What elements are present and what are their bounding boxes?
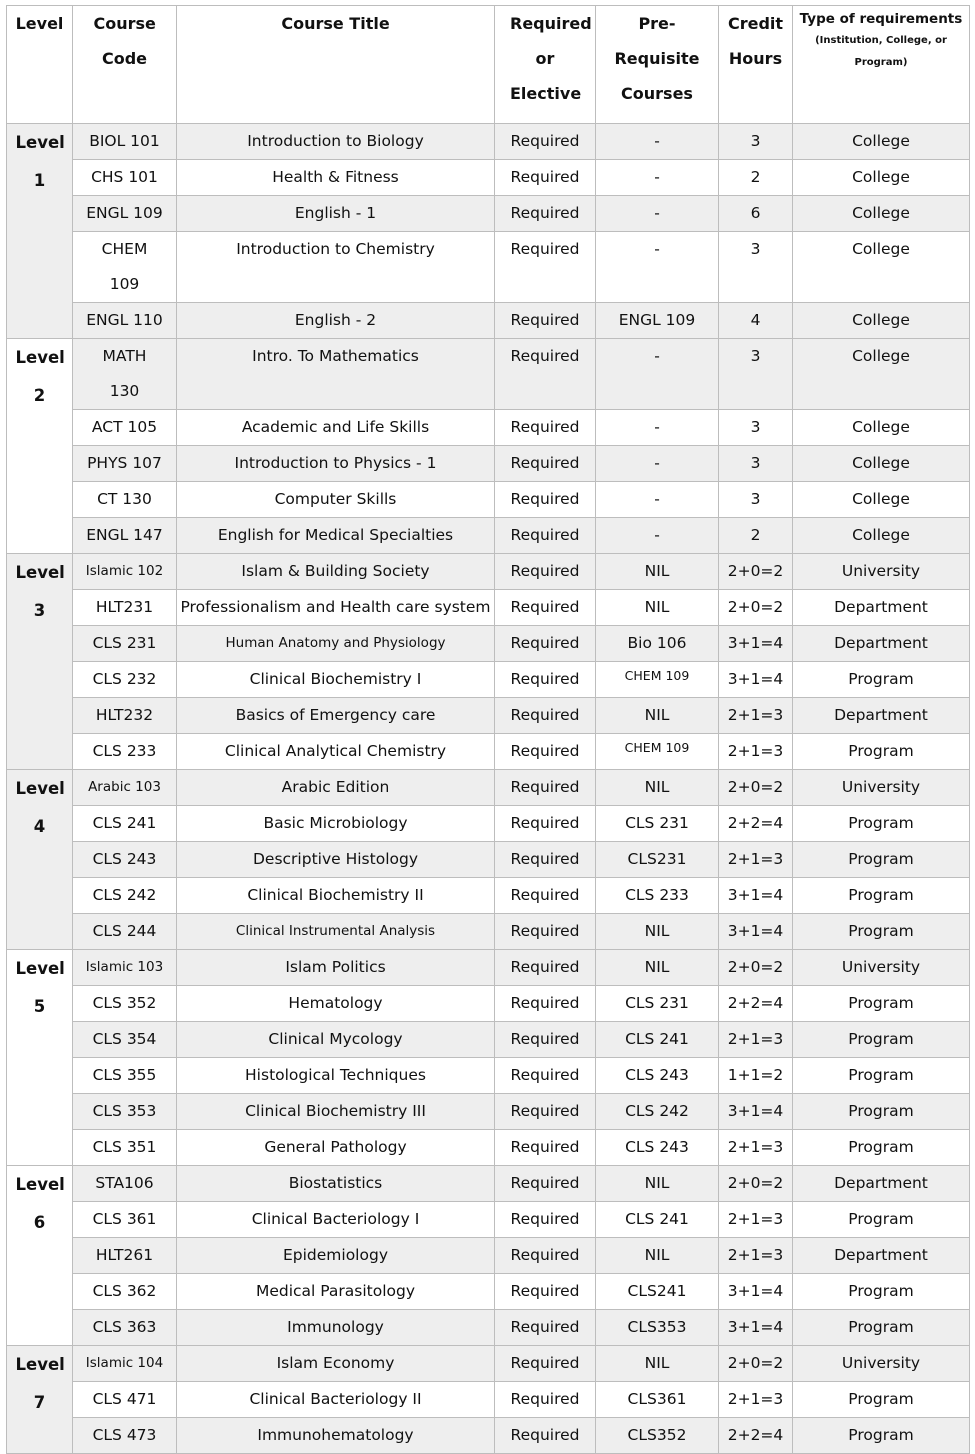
required-cell: Required (495, 734, 596, 770)
required-cell: Required (495, 518, 596, 554)
course-title-cell: English - 2 (177, 303, 495, 339)
course-title-cell: Introduction to Biology (177, 124, 495, 160)
course-code-cell: CLS 353 (73, 1094, 177, 1130)
prerequisite-cell: CHEM 109 (596, 662, 719, 698)
requirement-type-cell: Program (793, 914, 970, 950)
course-title-cell: Academic and Life Skills (177, 410, 495, 446)
requirement-type-cell: University (793, 554, 970, 590)
credit-hours-cell: 3+1=4 (719, 914, 793, 950)
credit-hours-cell: 2+0=2 (719, 1166, 793, 1202)
requirement-type-cell: College (793, 160, 970, 196)
requirement-type-cell: Department (793, 626, 970, 662)
required-cell: Required (495, 124, 596, 160)
prerequisite-cell: NIL (596, 1166, 719, 1202)
requirement-type-cell: Program (793, 986, 970, 1022)
required-cell: Required (495, 303, 596, 339)
header-requirement-type: Type of requirements (Institution, College, or Program) (793, 6, 970, 124)
prerequisite-cell: - (596, 410, 719, 446)
credit-hours-cell: 6 (719, 196, 793, 232)
credit-hours-cell: 3 (719, 339, 793, 410)
prerequisite-cell: CLS352 (596, 1418, 719, 1454)
course-code-cell: BIOL 101 (73, 124, 177, 160)
course-title-cell: English - 1 (177, 196, 495, 232)
course-title-cell: Health & Fitness (177, 160, 495, 196)
required-cell: Required (495, 590, 596, 626)
course-code-cell: ACT 105 (73, 410, 177, 446)
prerequisite-cell: CLS 231 (596, 806, 719, 842)
table-row (7, 914, 970, 950)
course-code-cell: CLS 471 (73, 1382, 177, 1418)
required-cell: Required (495, 1166, 596, 1202)
course-title-cell: Human Anatomy and Physiology (177, 626, 495, 662)
header-row (7, 6, 970, 124)
course-title-cell: Professionalism and Health care system (177, 590, 495, 626)
requirement-type-cell: Program (793, 1310, 970, 1346)
requirement-type-cell: Program (793, 734, 970, 770)
prerequisite-cell: CLS231 (596, 842, 719, 878)
header-level: Level (7, 6, 73, 124)
credit-hours-cell: 3 (719, 446, 793, 482)
required-cell: Required (495, 554, 596, 590)
course-code-cell: CLS 244 (73, 914, 177, 950)
requirement-type-cell: Program (793, 1202, 970, 1238)
credit-hours-cell: 3+1=4 (719, 626, 793, 662)
header-prerequisite: Pre-Requisite Courses (596, 6, 719, 124)
credit-hours-cell: 3+1=4 (719, 1094, 793, 1130)
credit-hours-cell: 2+0=2 (719, 1346, 793, 1382)
required-cell: Required (495, 160, 596, 196)
credit-hours-cell: 3 (719, 482, 793, 518)
required-cell: Required (495, 1310, 596, 1346)
course-code-cell: CLS 232 (73, 662, 177, 698)
level-label: Level 5 (15, 959, 65, 1016)
course-code-cell: CLS 361 (73, 1202, 177, 1238)
course-title-cell: Islam Politics (177, 950, 495, 986)
credit-hours-cell: 3 (719, 124, 793, 160)
credit-hours-cell: 2+2=4 (719, 1418, 793, 1454)
requirement-type-cell: Program (793, 1382, 970, 1418)
table-row (7, 1418, 970, 1454)
required-cell: Required (495, 1382, 596, 1418)
credit-hours-cell: 2+0=2 (719, 554, 793, 590)
course-code-cell: STA106 (73, 1166, 177, 1202)
level-label: Level 2 (15, 348, 65, 405)
course-code-cell: CLS 354 (73, 1022, 177, 1058)
course-title-cell: Clinical Biochemistry III (177, 1094, 495, 1130)
course-code-cell: CLS 231 (73, 626, 177, 662)
level-label: Level 3 (15, 563, 65, 620)
course-title-cell: Islam Economy (177, 1346, 495, 1382)
level-cell (7, 950, 73, 1166)
table-row (7, 1274, 970, 1310)
course-code-cell: Islamic 104 (73, 1346, 177, 1382)
table-row (7, 160, 970, 196)
prerequisite-cell: NIL (596, 590, 719, 626)
level-label: Level 6 (15, 1175, 65, 1232)
required-cell: Required (495, 1238, 596, 1274)
requirement-type-cell: College (793, 410, 970, 446)
course-title-cell: Clinical Bacteriology II (177, 1382, 495, 1418)
course-title-cell: Clinical Mycology (177, 1022, 495, 1058)
course-code-cell: CLS 473 (73, 1418, 177, 1454)
course-title-cell: Descriptive Histology (177, 842, 495, 878)
credit-hours-cell: 2+0=2 (719, 590, 793, 626)
required-cell: Required (495, 410, 596, 446)
requirement-type-cell: Department (793, 1166, 970, 1202)
requirement-type-cell: College (793, 482, 970, 518)
requirement-type-cell: College (793, 446, 970, 482)
table-row (7, 124, 970, 160)
course-code-cell: Arabic 103 (73, 770, 177, 806)
prerequisite-cell: - (596, 482, 719, 518)
prerequisite-cell: CLS361 (596, 1382, 719, 1418)
prerequisite-cell: ENGL 109 (596, 303, 719, 339)
credit-hours-cell: 2+1=3 (719, 1130, 793, 1166)
requirement-type-cell: Program (793, 1058, 970, 1094)
required-cell: Required (495, 842, 596, 878)
table-row (7, 232, 970, 303)
required-cell: Required (495, 1022, 596, 1058)
table-row (7, 734, 970, 770)
required-cell: Required (495, 878, 596, 914)
required-cell: Required (495, 482, 596, 518)
table-row (7, 590, 970, 626)
table-row (7, 878, 970, 914)
level-label: Level 1 (15, 133, 65, 190)
prerequisite-cell: - (596, 339, 719, 410)
requirement-type-cell: Program (793, 1274, 970, 1310)
requirement-type-cell: Department (793, 698, 970, 734)
credit-hours-cell: 2+1=3 (719, 1382, 793, 1418)
prerequisite-cell: - (596, 518, 719, 554)
prerequisite-cell: NIL (596, 1346, 719, 1382)
table-row (7, 303, 970, 339)
course-code-cell: MATH 130 (73, 339, 177, 410)
prerequisite-cell: CLS 233 (596, 878, 719, 914)
requirement-type-cell: College (793, 303, 970, 339)
credit-hours-cell: 3+1=4 (719, 662, 793, 698)
credit-hours-cell: 3 (719, 410, 793, 446)
course-title-cell: Clinical Biochemistry II (177, 878, 495, 914)
requirement-type-cell: Department (793, 1238, 970, 1274)
course-code-cell: HLT232 (73, 698, 177, 734)
requirement-type-cell: College (793, 232, 970, 303)
course-title-cell: Epidemiology (177, 1238, 495, 1274)
credit-hours-cell: 2+0=2 (719, 950, 793, 986)
prerequisite-cell: - (596, 160, 719, 196)
required-cell: Required (495, 1130, 596, 1166)
required-cell: Required (495, 1418, 596, 1454)
course-code-cell: ENGL 110 (73, 303, 177, 339)
table-row (7, 1202, 970, 1238)
course-code-cell: CLS 363 (73, 1310, 177, 1346)
required-cell: Required (495, 662, 596, 698)
course-code-cell: CLS 233 (73, 734, 177, 770)
required-cell: Required (495, 446, 596, 482)
prerequisite-cell: - (596, 446, 719, 482)
prerequisite-cell: - (596, 232, 719, 303)
required-cell: Required (495, 1346, 596, 1382)
required-cell: Required (495, 339, 596, 410)
course-title-cell: Basics of Emergency care (177, 698, 495, 734)
course-code-cell: CLS 243 (73, 842, 177, 878)
course-code-cell: Islamic 102 (73, 554, 177, 590)
requirement-type-cell: Program (793, 1418, 970, 1454)
requirement-type-cell: College (793, 518, 970, 554)
course-title-cell: Clinical Bacteriology I (177, 1202, 495, 1238)
required-cell: Required (495, 950, 596, 986)
course-code-cell: CLS 352 (73, 986, 177, 1022)
credit-hours-cell: 2+1=3 (719, 1202, 793, 1238)
table-row (7, 1346, 970, 1382)
credit-hours-cell: 2+2=4 (719, 806, 793, 842)
course-title-cell: Hematology (177, 986, 495, 1022)
requirement-type-cell: Program (793, 1130, 970, 1166)
course-title-cell: Introduction to Chemistry (177, 232, 495, 303)
requirement-type-cell: Program (793, 842, 970, 878)
level-cell (7, 124, 73, 339)
table-row (7, 950, 970, 986)
prerequisite-cell: NIL (596, 914, 719, 950)
credit-hours-cell: 3+1=4 (719, 878, 793, 914)
header-course-code: Course Code (73, 6, 177, 124)
table-row (7, 806, 970, 842)
prerequisite-cell: CHEM 109 (596, 734, 719, 770)
required-cell: Required (495, 1202, 596, 1238)
table-row (7, 770, 970, 806)
credit-hours-cell: 3 (719, 232, 793, 303)
credit-hours-cell: 2 (719, 518, 793, 554)
table-row (7, 1382, 970, 1418)
prerequisite-cell: CLS 231 (596, 986, 719, 1022)
required-cell: Required (495, 914, 596, 950)
course-code-cell: ENGL 147 (73, 518, 177, 554)
level-cell (7, 770, 73, 950)
course-code-cell: CT 130 (73, 482, 177, 518)
table-row (7, 1310, 970, 1346)
table-row (7, 1130, 970, 1166)
credit-hours-cell: 2+0=2 (719, 770, 793, 806)
required-cell: Required (495, 1094, 596, 1130)
credit-hours-cell: 1+1=2 (719, 1058, 793, 1094)
required-cell: Required (495, 1058, 596, 1094)
course-title-cell: Medical Parasitology (177, 1274, 495, 1310)
table-row (7, 196, 970, 232)
course-code-cell: CHS 101 (73, 160, 177, 196)
required-cell: Required (495, 1274, 596, 1310)
required-cell: Required (495, 698, 596, 734)
requirement-type-cell: Program (793, 878, 970, 914)
course-title-cell: Biostatistics (177, 1166, 495, 1202)
level-cell (7, 339, 73, 554)
course-code-cell: CHEM 109 (73, 232, 177, 303)
prerequisite-cell: NIL (596, 950, 719, 986)
course-title-cell: Clinical Biochemistry I (177, 662, 495, 698)
course-title-cell: English for Medical Specialties (177, 518, 495, 554)
course-code-cell: CLS 351 (73, 1130, 177, 1166)
credit-hours-cell: 2+1=3 (719, 734, 793, 770)
course-code-cell: CLS 242 (73, 878, 177, 914)
prerequisite-cell: CLS 243 (596, 1130, 719, 1166)
course-title-cell: Clinical Instrumental Analysis (177, 914, 495, 950)
course-title-cell: Clinical Analytical Chemistry (177, 734, 495, 770)
credit-hours-cell: 2 (719, 160, 793, 196)
prerequisite-cell: NIL (596, 770, 719, 806)
requirement-type-cell: University (793, 950, 970, 986)
prerequisite-cell: NIL (596, 698, 719, 734)
table-row (7, 1022, 970, 1058)
required-cell: Required (495, 806, 596, 842)
table-row (7, 986, 970, 1022)
course-title-cell: Immunology (177, 1310, 495, 1346)
prerequisite-cell: CLS 241 (596, 1202, 719, 1238)
credit-hours-cell: 2+1=3 (719, 698, 793, 734)
requirement-type-cell: Program (793, 1094, 970, 1130)
required-cell: Required (495, 770, 596, 806)
course-title-cell: General Pathology (177, 1130, 495, 1166)
table-row (7, 698, 970, 734)
course-title-cell: Immunohematology (177, 1418, 495, 1454)
level-cell (7, 554, 73, 770)
credit-hours-cell: 4 (719, 303, 793, 339)
level-cell (7, 1166, 73, 1346)
requirement-type-cell: College (793, 339, 970, 410)
course-code-cell: CLS 241 (73, 806, 177, 842)
credit-hours-cell: 2+2=4 (719, 986, 793, 1022)
level-label: Level 7 (15, 1355, 65, 1412)
required-cell: Required (495, 986, 596, 1022)
course-title-cell: Histological Techniques (177, 1058, 495, 1094)
header-required-or-elective: Required or Elective (495, 6, 596, 124)
table-row (7, 626, 970, 662)
credit-hours-cell: 2+1=3 (719, 1238, 793, 1274)
prerequisite-cell: CLS 243 (596, 1058, 719, 1094)
required-cell: Required (495, 232, 596, 303)
course-title-cell: Arabic Edition (177, 770, 495, 806)
credit-hours-cell: 3+1=4 (719, 1310, 793, 1346)
credit-hours-cell: 2+1=3 (719, 1022, 793, 1058)
header-course-title: Course Title (177, 6, 495, 124)
table-row (7, 1166, 970, 1202)
course-title-cell: Basic Microbiology (177, 806, 495, 842)
table-row (7, 1058, 970, 1094)
prerequisite-cell: CLS353 (596, 1310, 719, 1346)
requirement-type-cell: University (793, 1346, 970, 1382)
course-code-cell: Islamic 103 (73, 950, 177, 986)
prerequisite-cell: NIL (596, 554, 719, 590)
requirement-type-cell: College (793, 124, 970, 160)
table-row (7, 446, 970, 482)
table-row (7, 410, 970, 446)
course-code-cell: PHYS 107 (73, 446, 177, 482)
table-row (7, 482, 970, 518)
course-plan-table (6, 5, 970, 1454)
table-row (7, 662, 970, 698)
prerequisite-cell: CLS 241 (596, 1022, 719, 1058)
course-code-cell: CLS 355 (73, 1058, 177, 1094)
course-title-cell: Intro. To Mathematics (177, 339, 495, 410)
table-row (7, 1094, 970, 1130)
table-row (7, 518, 970, 554)
course-code-cell: ENGL 109 (73, 196, 177, 232)
requirement-type-cell: College (793, 196, 970, 232)
table-row (7, 554, 970, 590)
header-requirement-type-note: (Institution, College, or Program) (815, 35, 947, 68)
table-body (7, 124, 970, 1454)
course-code-cell: CLS 362 (73, 1274, 177, 1310)
prerequisite-cell: - (596, 124, 719, 160)
course-code-cell: HLT231 (73, 590, 177, 626)
credit-hours-cell: 3+1=4 (719, 1274, 793, 1310)
table-row (7, 1238, 970, 1274)
required-cell: Required (495, 626, 596, 662)
prerequisite-cell: CLS241 (596, 1274, 719, 1310)
table-row (7, 339, 970, 410)
requirement-type-cell: Department (793, 590, 970, 626)
requirement-type-cell: University (793, 770, 970, 806)
level-cell (7, 1346, 73, 1454)
level-label: Level 4 (15, 779, 65, 836)
prerequisite-cell: Bio 106 (596, 626, 719, 662)
course-title-cell: Islam & Building Society (177, 554, 495, 590)
prerequisite-cell: NIL (596, 1238, 719, 1274)
credit-hours-cell: 2+1=3 (719, 842, 793, 878)
course-title-cell: Introduction to Physics - 1 (177, 446, 495, 482)
prerequisite-cell: - (596, 196, 719, 232)
required-cell: Required (495, 196, 596, 232)
requirement-type-cell: Program (793, 662, 970, 698)
requirement-type-cell: Program (793, 806, 970, 842)
header-credit-hours: Credit Hours (719, 6, 793, 124)
course-title-cell: Computer Skills (177, 482, 495, 518)
table-row (7, 842, 970, 878)
requirement-type-cell: Program (793, 1022, 970, 1058)
prerequisite-cell: CLS 242 (596, 1094, 719, 1130)
course-code-cell: HLT261 (73, 1238, 177, 1274)
